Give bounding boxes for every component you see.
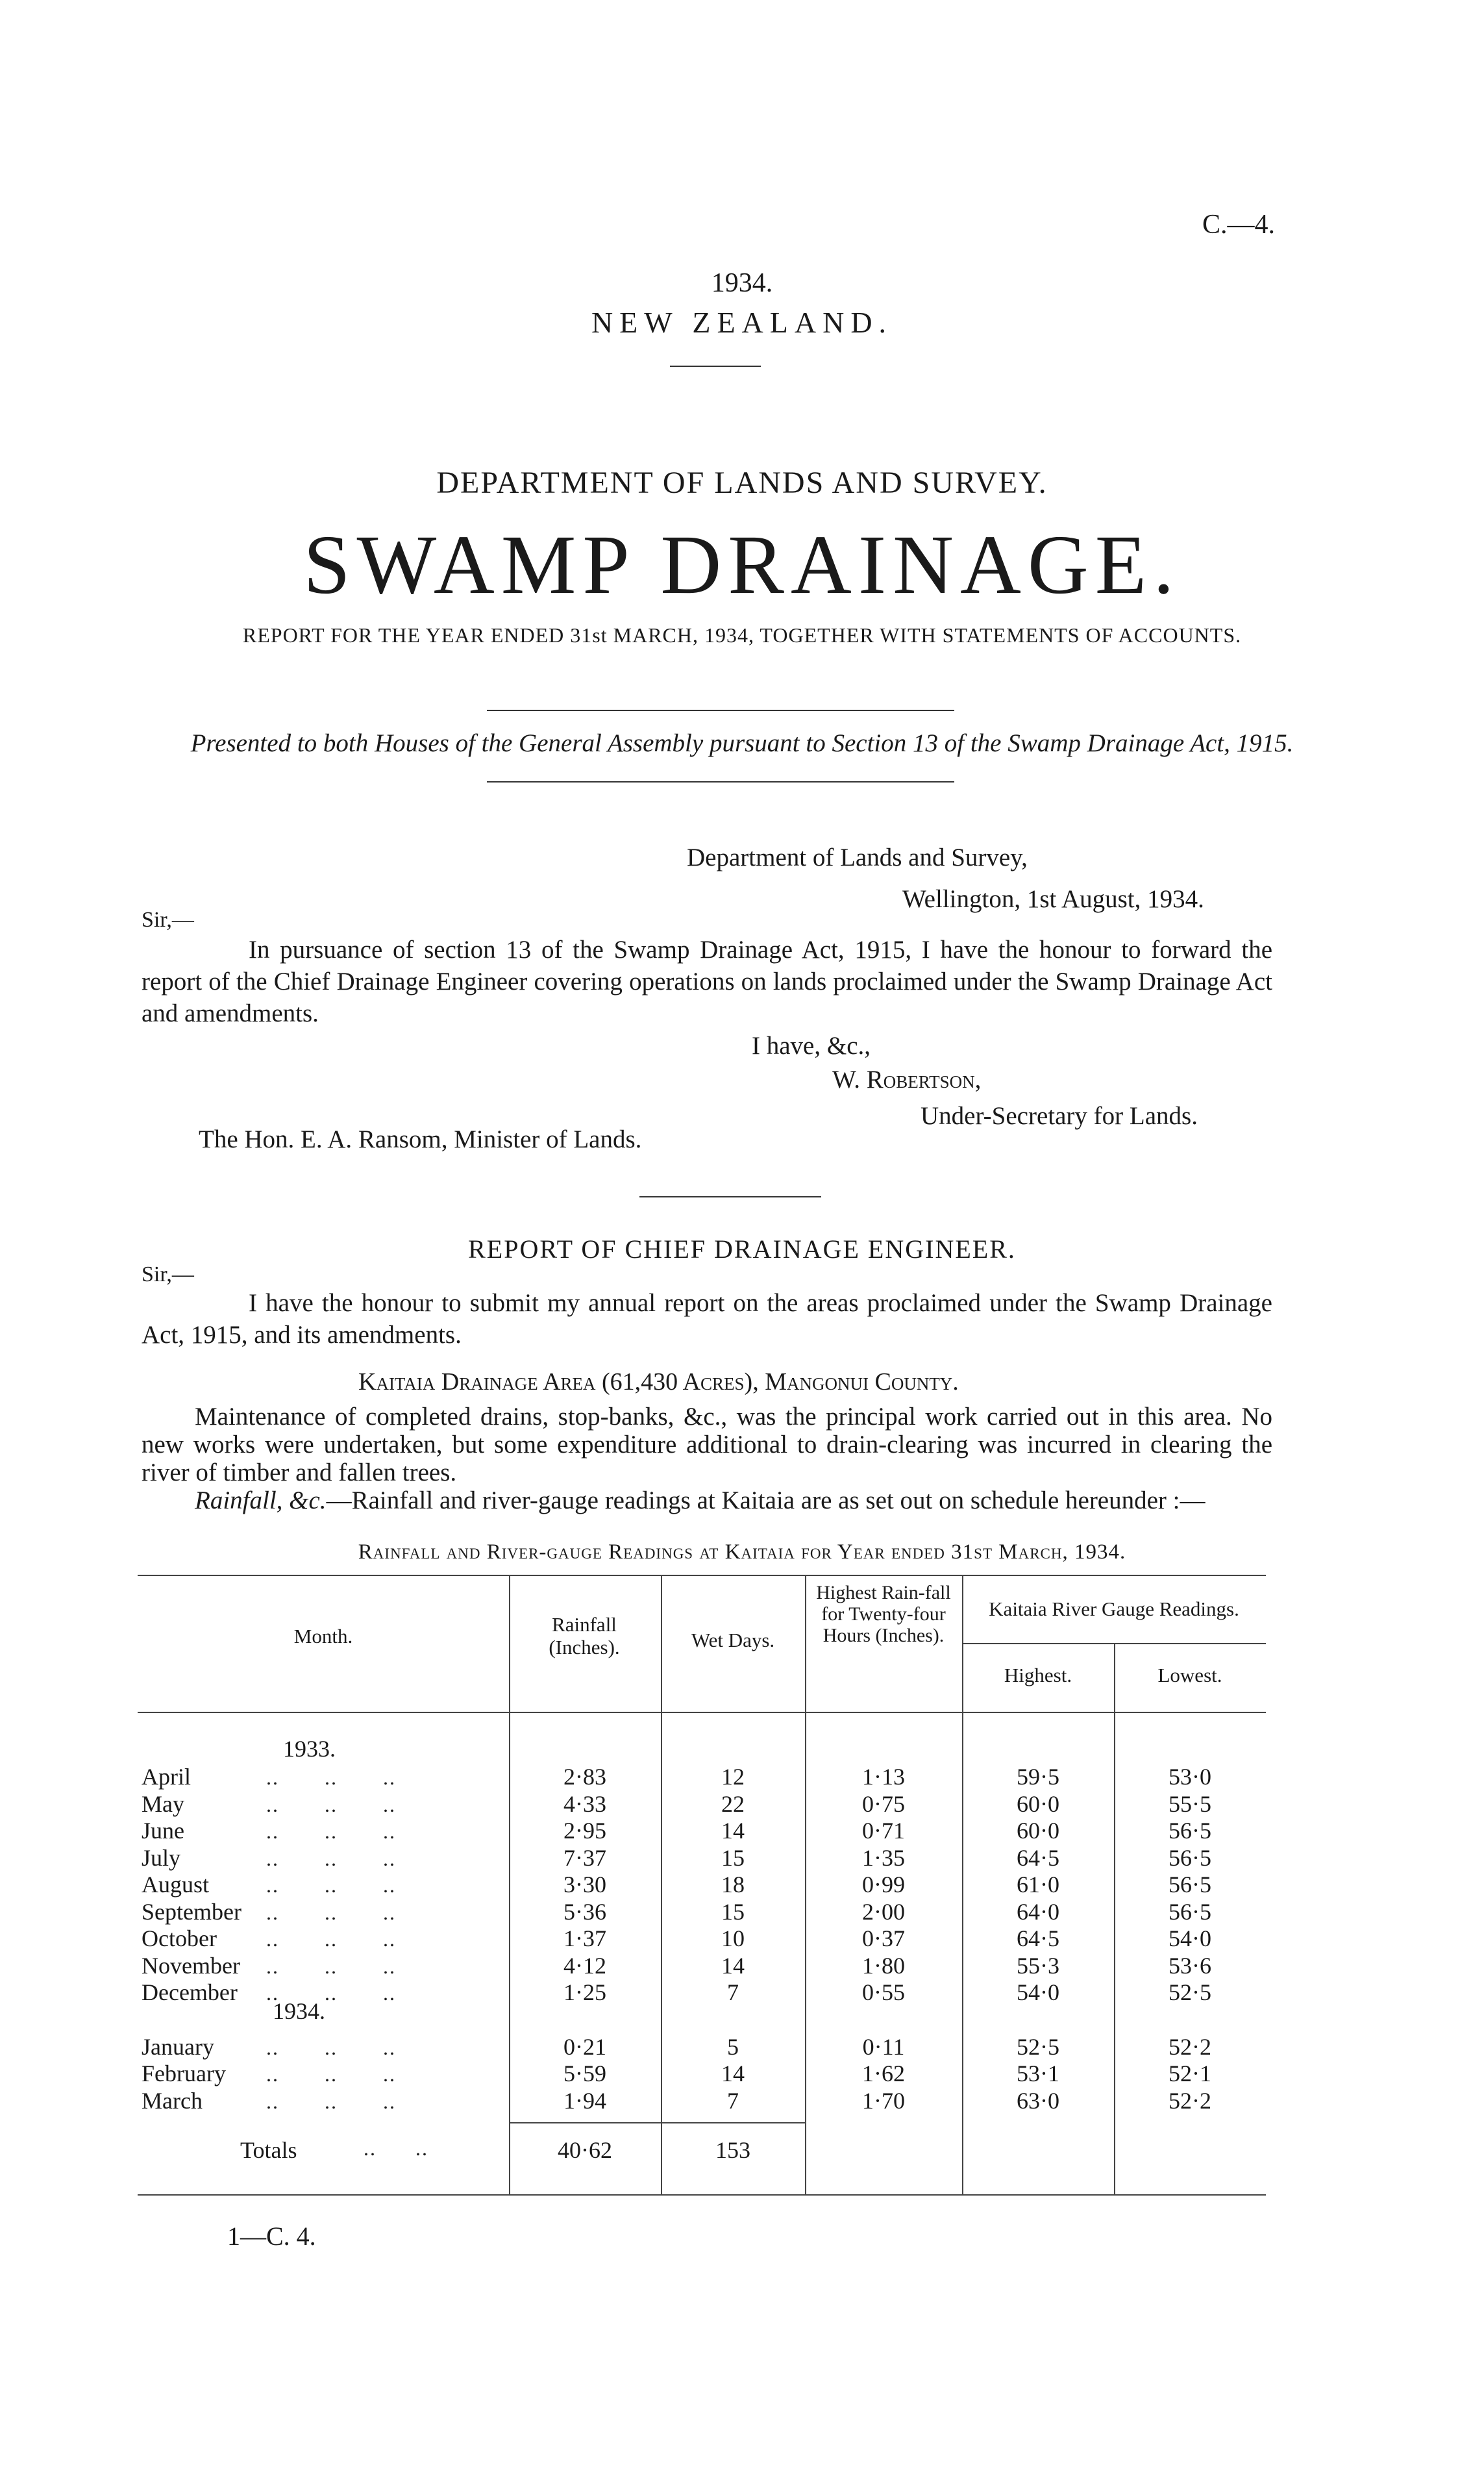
cell-rainfall: 7·37 bbox=[563, 1845, 606, 1871]
cell-rainfall: 3·30 bbox=[563, 1872, 606, 1897]
dot-leader: .. .. .. bbox=[266, 1766, 396, 1789]
dot-leader: .. .. .. bbox=[266, 2062, 396, 2086]
cell-wet-days: 14 bbox=[721, 2060, 745, 2086]
cell-rainfall: 4·12 bbox=[563, 1953, 606, 1979]
cell-month: April bbox=[142, 1764, 191, 1790]
dot-leader: .. .. .. bbox=[266, 1820, 396, 1843]
cell-wet-days: 15 bbox=[721, 1845, 745, 1871]
header-wet-days: Wet Days. bbox=[691, 1629, 775, 1651]
cell-gauge-highest: 53·1 bbox=[1017, 2060, 1059, 2086]
paragraph-lead: Rainfall, &c. bbox=[195, 1486, 327, 1514]
cell-month: February bbox=[142, 2060, 226, 2086]
header-bottom-rule bbox=[138, 1712, 1266, 1713]
cell-gauge-highest: 60·0 bbox=[1017, 1791, 1059, 1817]
divider bbox=[670, 366, 761, 367]
cell-max-24h: 0·37 bbox=[862, 1925, 905, 1951]
dot-leader: .. .. .. bbox=[266, 2090, 396, 2113]
cell-wet-days: 12 bbox=[721, 1764, 745, 1790]
cell-gauge-highest: 55·3 bbox=[1017, 1953, 1059, 1979]
totals-rainfall: 40·62 bbox=[558, 2137, 612, 2163]
letter-body: In pursuance of section 13 of the Swamp Drainage Act, 1915, I have the honour to forward the report of the Chief Drainage Engineer covering operations on lands proclaimed under the Swamp Drainage Act and amendments. bbox=[142, 936, 1272, 1027]
cell-max-24h: 0·55 bbox=[862, 1979, 905, 2005]
cell-gauge-lowest: 53·0 bbox=[1169, 1764, 1211, 1790]
letter-signature: W. Robertson, bbox=[832, 1066, 982, 1094]
table-top-rule bbox=[138, 1575, 1266, 1576]
cell-wet-days: 22 bbox=[721, 1791, 745, 1817]
dot-leader: .. .. .. bbox=[266, 1927, 396, 1951]
cell-gauge-lowest: 56·5 bbox=[1169, 1872, 1211, 1897]
cell-month: May bbox=[142, 1791, 184, 1817]
area-heading: Kaitaia Drainage Area (61,430 Acres), Mangonui County. bbox=[358, 1368, 959, 1396]
totals-label: Totals bbox=[240, 2137, 297, 2163]
cell-max-24h: 1·35 bbox=[862, 1845, 905, 1871]
cell-rainfall: 1·94 bbox=[563, 2088, 606, 2114]
cell-wet-days: 14 bbox=[721, 1818, 745, 1844]
cell-rainfall: 2·83 bbox=[563, 1764, 606, 1790]
cell-gauge-lowest: 52·2 bbox=[1169, 2088, 1211, 2114]
cell-gauge-highest: 64·5 bbox=[1017, 1925, 1059, 1951]
header-highest-rainfall: Highest Rain-fall for Twenty-four Hours (Inches). bbox=[816, 1582, 951, 1646]
header-rainfall: Rainfall (Inches). bbox=[549, 1613, 620, 1659]
report-paragraph-2 bbox=[195, 1486, 1206, 1515]
cell-gauge-highest: 59·5 bbox=[1017, 1764, 1059, 1790]
totals-leader: .. .. bbox=[364, 2136, 428, 2160]
cell-max-24h: 0·75 bbox=[862, 1791, 905, 1817]
cell-wet-days: 10 bbox=[721, 1925, 745, 1951]
header-gauge-lowest: Lowest. bbox=[1157, 1664, 1222, 1686]
table-caption: Rainfall and River-gauge Readings at Kaitaia for Year ended 31st March, 1934. bbox=[358, 1540, 1126, 1564]
cell-month: August bbox=[142, 1872, 210, 1897]
document-code: C.—4. bbox=[1202, 210, 1276, 240]
cell-max-24h: 0·11 bbox=[862, 2034, 905, 2060]
cell-gauge-highest: 61·0 bbox=[1017, 1872, 1059, 1897]
paragraph-text: —Rainfall and river-gauge readings at Kaitaia are as set out on schedule hereunder :— bbox=[326, 1486, 1206, 1514]
header-gauge: Kaitaia River Gauge Readings. bbox=[989, 1597, 1239, 1620]
cell-gauge-lowest: 56·5 bbox=[1169, 1845, 1211, 1871]
cell-month: December bbox=[142, 1979, 238, 2005]
cell-month: June bbox=[142, 1818, 184, 1844]
cell-wet-days: 14 bbox=[721, 1953, 745, 1979]
dot-leader: .. .. .. bbox=[266, 1793, 396, 1816]
dot-leader: .. .. .. bbox=[266, 1873, 396, 1897]
cell-gauge-highest: 54·0 bbox=[1017, 1979, 1059, 2005]
subtitle: REPORT FOR THE YEAR ENDED 31st MARCH, 1934, TOGETHER WITH STATEMENTS OF ACCOUNTS. bbox=[242, 623, 1242, 647]
report-salutation: Sir,— bbox=[142, 1262, 194, 1286]
letter-salutation: Sir,— bbox=[142, 908, 194, 932]
totals-rule bbox=[509, 2122, 805, 2123]
totals-wet-days: 153 bbox=[715, 2137, 750, 2163]
cell-gauge-lowest: 52·1 bbox=[1169, 2060, 1211, 2086]
report-intro: I have the honour to submit my annual report on the areas proclaimed under the Swamp Drainage Act, 1915, and its amendments. bbox=[142, 1289, 1272, 1349]
cell-month: July bbox=[142, 1845, 181, 1871]
cell-gauge-lowest: 56·5 bbox=[1169, 1818, 1211, 1844]
cell-wet-days: 7 bbox=[727, 1979, 739, 2005]
cell-gauge-lowest: 53·6 bbox=[1169, 1953, 1211, 1979]
dot-leader: .. .. .. bbox=[266, 1901, 396, 1924]
cell-rainfall: 2·95 bbox=[563, 1818, 606, 1844]
cell-max-24h: 2·00 bbox=[862, 1899, 905, 1925]
cell-rainfall: 1·25 bbox=[563, 1979, 606, 2005]
presentation-note: Presented to both Houses of the General Assembly pursuant to Section 13 of the Swamp Drainage Act, 1915. bbox=[190, 729, 1294, 757]
main-title: SWAMP DRAINAGE. bbox=[303, 518, 1181, 612]
cell-month: March bbox=[142, 2088, 203, 2114]
divider bbox=[487, 710, 954, 711]
department-heading: DEPARTMENT OF LANDS AND SURVEY. bbox=[436, 466, 1048, 500]
cell-gauge-highest: 60·0 bbox=[1017, 1818, 1059, 1844]
table-bottom-rule bbox=[138, 2194, 1266, 2196]
letter-closing: I have, &c., bbox=[752, 1032, 871, 1060]
cell-max-24h: 0·71 bbox=[862, 1818, 905, 1844]
year-label: 1933. bbox=[283, 1736, 336, 1762]
cell-month: November bbox=[142, 1953, 240, 1979]
report-heading: REPORT OF CHIEF DRAINAGE ENGINEER. bbox=[468, 1234, 1016, 1264]
cell-month: October bbox=[142, 1925, 217, 1951]
cell-max-24h: 1·80 bbox=[862, 1953, 905, 1979]
divider bbox=[487, 781, 954, 783]
gauge-header-rule bbox=[962, 1643, 1266, 1644]
report-paragraph-1: Maintenance of completed drains, stop-banks, &c., was the principal work carried out in this area. No new works were undertaken, but some expenditure additional to drain-clearing was incurred in clearing the river of timber and fallen trees. bbox=[142, 1403, 1272, 1486]
year-heading: 1934. bbox=[711, 268, 773, 298]
dot-leader: .. .. .. bbox=[266, 2036, 396, 2059]
cell-rainfall: 5·59 bbox=[563, 2060, 606, 2086]
cell-rainfall: 0·21 bbox=[563, 2034, 606, 2060]
cell-gauge-lowest: 52·5 bbox=[1169, 1979, 1211, 2005]
cell-max-24h: 1·70 bbox=[862, 2088, 905, 2114]
dot-leader: .. .. .. bbox=[266, 1847, 396, 1870]
page-mark: 1—C. 4. bbox=[227, 2222, 316, 2251]
country-heading: NEW ZEALAND. bbox=[591, 306, 893, 339]
cell-gauge-highest: 64·0 bbox=[1017, 1899, 1059, 1925]
cell-gauge-lowest: 56·5 bbox=[1169, 1899, 1211, 1925]
letter-from-line1: Department of Lands and Survey, bbox=[687, 844, 1028, 871]
cell-max-24h: 1·62 bbox=[862, 2060, 905, 2086]
divider bbox=[639, 1196, 821, 1197]
year-label: 1934. bbox=[273, 1998, 325, 2024]
cell-gauge-lowest: 55·5 bbox=[1169, 1791, 1211, 1817]
cell-wet-days: 15 bbox=[721, 1899, 745, 1925]
cell-rainfall: 5·36 bbox=[563, 1899, 606, 1925]
header-month: Month. bbox=[293, 1625, 353, 1647]
cell-gauge-highest: 52·5 bbox=[1017, 2034, 1059, 2060]
dot-leader: .. .. .. bbox=[266, 1955, 396, 1978]
cell-gauge-lowest: 54·0 bbox=[1169, 1925, 1211, 1951]
cell-wet-days: 7 bbox=[727, 2088, 739, 2114]
dot-leader: .. .. .. bbox=[266, 1981, 396, 2005]
cell-wet-days: 18 bbox=[721, 1872, 745, 1897]
cell-month: September bbox=[142, 1899, 241, 1925]
cell-wet-days: 5 bbox=[727, 2034, 739, 2060]
letter-addressee: The Hon. E. A. Ransom, Minister of Lands. bbox=[199, 1125, 642, 1153]
cell-rainfall: 4·33 bbox=[563, 1791, 606, 1817]
letter-from-line2: Wellington, 1st August, 1934. bbox=[902, 885, 1204, 913]
cell-gauge-highest: 64·5 bbox=[1017, 1845, 1059, 1871]
cell-rainfall: 1·37 bbox=[563, 1925, 606, 1951]
cell-gauge-highest: 63·0 bbox=[1017, 2088, 1059, 2114]
cell-max-24h: 1·13 bbox=[862, 1764, 905, 1790]
cell-gauge-lowest: 52·2 bbox=[1169, 2034, 1211, 2060]
cell-max-24h: 0·99 bbox=[862, 1872, 905, 1897]
letter-signature-title: Under-Secretary for Lands. bbox=[921, 1102, 1198, 1130]
header-gauge-highest: Highest. bbox=[1004, 1664, 1072, 1686]
cell-month: January bbox=[142, 2034, 214, 2060]
